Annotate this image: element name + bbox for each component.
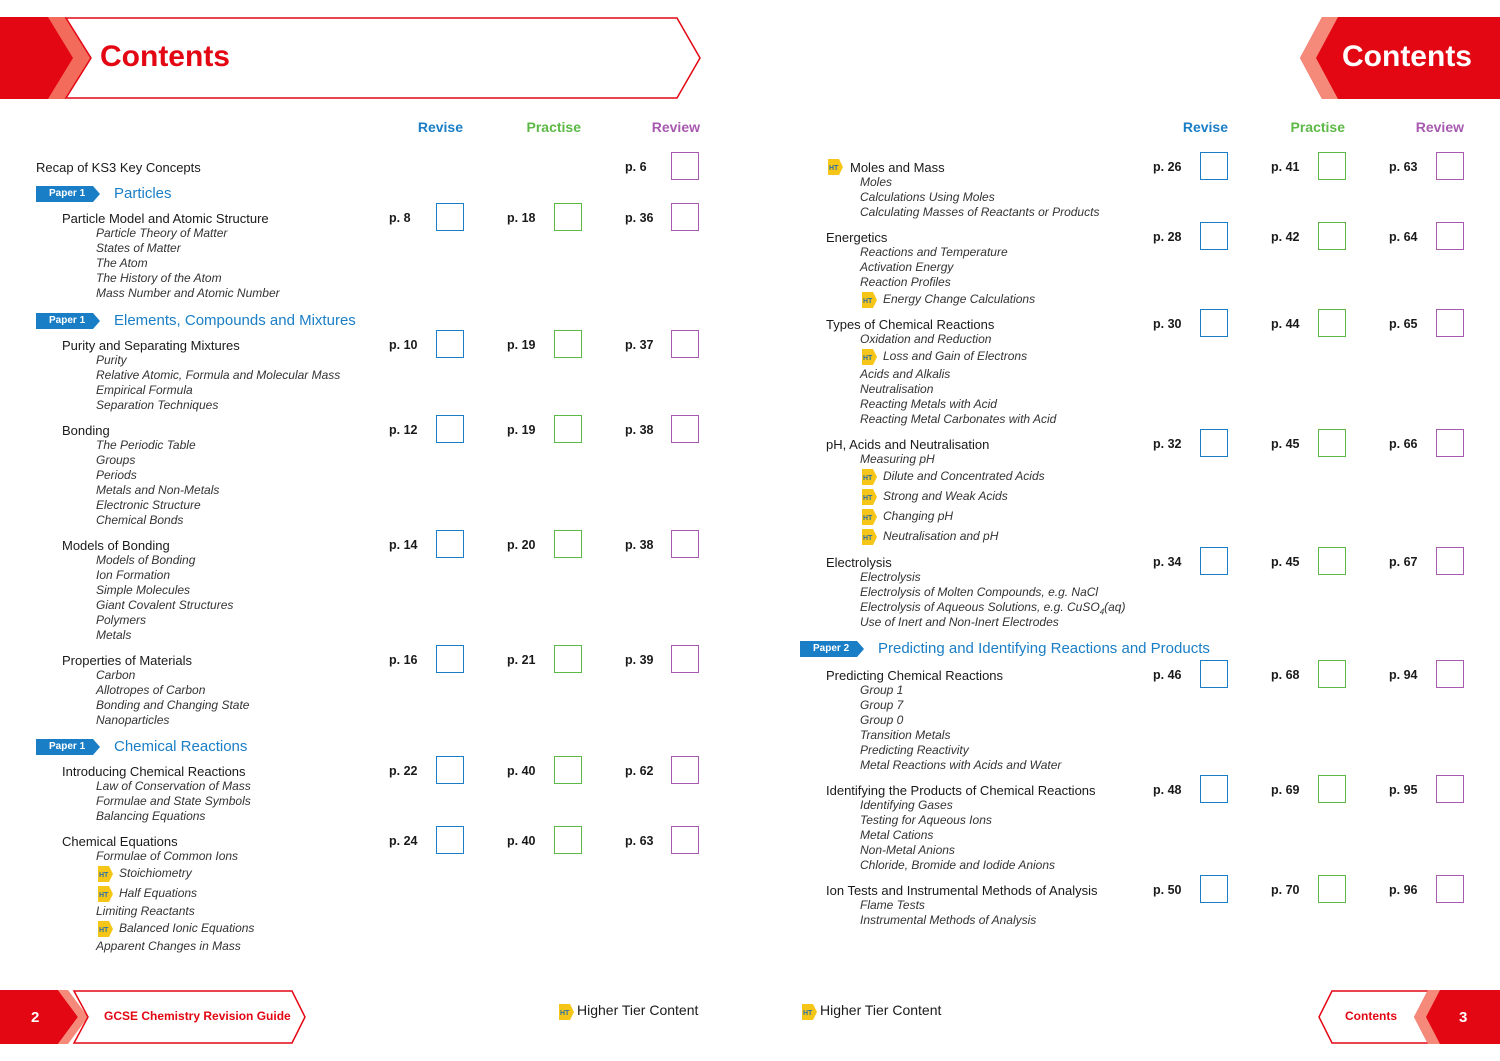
subtopic-text: Calculating Masses of Reactants or Products: [860, 205, 1100, 219]
subtopic: [96, 241, 181, 255]
subtopic-text: Allotropes of Carbon: [96, 683, 206, 697]
ht-badge-icon: [860, 508, 878, 526]
subtopic-text: Reacting Metals with Acid: [860, 397, 997, 411]
subtopic-text: Periods: [96, 468, 137, 482]
subtopic-text: Transition Metals: [860, 728, 951, 742]
practise-checkbox[interactable]: [554, 330, 582, 358]
subtopic: [860, 615, 1059, 629]
subtopic-text: Giant Covalent Structures: [96, 598, 234, 612]
subtopic: [96, 453, 135, 467]
review-page-ref: p. 62: [625, 764, 654, 778]
practise-checkbox[interactable]: [1318, 309, 1346, 337]
revise-page-ref: p. 32: [1153, 437, 1182, 451]
svg-text:HT: HT: [99, 872, 109, 879]
subtopic: [860, 858, 1055, 872]
review-checkbox[interactable]: [1436, 775, 1464, 803]
review-checkbox[interactable]: [671, 756, 699, 784]
subtopic: [96, 568, 170, 582]
review-page-ref: p. 95: [1389, 783, 1418, 797]
subtopic: [860, 382, 933, 396]
topic-title: Models of Bonding: [62, 538, 170, 553]
subtopic: [883, 469, 1045, 483]
topic-title: Introducing Chemical Reactions: [62, 764, 246, 779]
subtopic-text: Electrolysis of Molten Compounds, e.g. NaCl: [860, 585, 1099, 599]
subtopic-text: Limiting Reactants: [96, 904, 195, 918]
practise-checkbox[interactable]: [1318, 152, 1346, 180]
subtopic: [96, 904, 195, 918]
review-checkbox[interactable]: [1436, 547, 1464, 575]
revise-page-ref: p. 22: [389, 764, 418, 778]
subtopic: [860, 728, 950, 742]
practise-heading-left: Practise: [526, 119, 581, 135]
practise-page-ref: p. 19: [507, 423, 536, 437]
subtopic-text: Dilute and Concentrated Acids: [883, 469, 1045, 483]
subtopic-text: Predicting Reactivity: [860, 743, 969, 757]
subtopic: [860, 585, 1098, 599]
subtopic: [96, 849, 238, 863]
revise-checkbox[interactable]: [436, 330, 464, 358]
ht-legend-icon-right: [800, 1003, 818, 1021]
subtopic: [860, 332, 991, 346]
ht-badge-icon: [826, 158, 844, 176]
section-title-right-0: Predicting and Identifying Reactions and Products: [878, 640, 1210, 657]
revise-checkbox[interactable]: [1200, 547, 1228, 575]
subtopic-text: Electrolysis of Aqueous Solutions, e.g. CuSO: [860, 600, 1100, 614]
practise-page-ref: p. 45: [1271, 555, 1300, 569]
subtopic-text: Balancing Equations: [96, 809, 206, 823]
section-title-left-1: Elements, Compounds and Mixtures: [114, 312, 356, 329]
subtopic: [96, 438, 196, 452]
subtopic-text: The Atom: [96, 256, 148, 270]
ht-legend-left: Higher Tier Content: [577, 1002, 699, 1018]
subtopic: [96, 383, 193, 397]
subtopic-text: Group 7: [860, 698, 904, 712]
topic-title: Predicting Chemical Reactions: [826, 668, 1004, 683]
practise-page-ref: p. 70: [1271, 883, 1300, 897]
subtopic-text: Half Equations: [119, 886, 198, 900]
recap-topic: Recap of KS3 Key Concepts: [36, 160, 201, 175]
revise-checkbox[interactable]: [436, 530, 464, 558]
subtopic: [860, 828, 933, 842]
subtopic: [96, 779, 251, 793]
svg-text:HT: HT: [863, 515, 873, 522]
practise-checkbox[interactable]: [554, 645, 582, 673]
review-checkbox[interactable]: [671, 203, 699, 231]
subtopic: [96, 498, 201, 512]
practise-checkbox[interactable]: [1318, 547, 1346, 575]
revise-checkbox[interactable]: [1200, 775, 1228, 803]
subtopic: [96, 368, 340, 382]
subtopic: [96, 809, 205, 823]
subtopic-text: States of Matter: [96, 241, 181, 255]
subtopic-text: Reactions and Temperature: [860, 245, 1008, 259]
subtopic-text: Loss and Gain of Electrons: [883, 349, 1028, 363]
paper-label-left-0: Paper 1: [49, 188, 86, 199]
page-title-right: Contents: [1342, 40, 1472, 73]
practise-checkbox[interactable]: [554, 826, 582, 854]
subtopic: [96, 226, 227, 240]
revise-checkbox[interactable]: [1200, 875, 1228, 903]
practise-page-ref: p. 40: [507, 764, 536, 778]
subtopic-text: Nanoparticles: [96, 713, 170, 727]
subtopic: [96, 513, 183, 527]
subtopic-text: Mass Number and Atomic Number: [96, 286, 280, 300]
review-page-ref: p. 63: [625, 834, 654, 848]
subtopic: [860, 190, 995, 204]
ht-legend-right: Higher Tier Content: [820, 1002, 942, 1018]
subtopic-text: Acids and Alkalis: [860, 367, 951, 381]
revise-checkbox[interactable]: [436, 645, 464, 673]
subtopic-text: Separation Techniques: [96, 398, 219, 412]
subtopic: [860, 600, 1125, 616]
review-checkbox[interactable]: [1436, 309, 1464, 337]
subtopic: [860, 683, 903, 697]
revise-checkbox[interactable]: [1200, 152, 1228, 180]
revise-heading-left: Revise: [417, 119, 463, 135]
topic-title: Ion Tests and Instrumental Methods of Analysis: [826, 883, 1098, 898]
topic-title: Bonding: [62, 423, 110, 438]
subtopic: [96, 353, 127, 367]
subtopic-text: Strong and Weak Acids: [883, 489, 1008, 503]
revise-page-ref: p. 30: [1153, 317, 1182, 331]
review-page-ref: p. 37: [625, 338, 654, 352]
subtopic-text: Use of Inert and Non-Inert Electrodes: [860, 615, 1059, 629]
review-checkbox[interactable]: [671, 645, 699, 673]
practise-checkbox[interactable]: [1318, 222, 1346, 250]
review-page-ref: p. 39: [625, 653, 654, 667]
svg-text:HT: HT: [863, 355, 873, 362]
subtopic: [860, 898, 925, 912]
review-heading-right: Review: [1415, 119, 1464, 135]
subtopic-text: Carbon: [96, 668, 136, 682]
review-checkbox[interactable]: [1436, 222, 1464, 250]
ht-badge-icon: [860, 291, 878, 309]
subtopic: [860, 205, 1099, 219]
revise-page-ref: p. 46: [1153, 668, 1182, 682]
subtopic-text: Testing for Aqueous Ions: [860, 813, 992, 827]
subtopic-text: Non-Metal Anions: [860, 843, 955, 857]
paper-label-left-1: Paper 1: [49, 315, 86, 326]
subtopic: [96, 553, 195, 567]
revise-page-ref: p. 50: [1153, 883, 1182, 897]
subtopic: [860, 452, 935, 466]
subtopic-text: Oxidation and Reduction: [860, 332, 992, 346]
subtopic: [860, 698, 903, 712]
review-page-ref: p. 64: [1389, 230, 1418, 244]
revise-page-ref: p. 10: [389, 338, 418, 352]
subtopic: [860, 713, 903, 727]
ht-badge-icon: [860, 348, 878, 366]
practise-checkbox[interactable]: [554, 530, 582, 558]
subtopic: [883, 509, 953, 523]
ht-badge-icon: [860, 488, 878, 506]
svg-text:HT: HT: [99, 927, 109, 934]
revise-page-ref: p. 28: [1153, 230, 1182, 244]
subtopic-text: Identifying Gases: [860, 798, 953, 812]
subtopic: [119, 866, 192, 880]
subtopic: [96, 628, 131, 642]
revise-checkbox[interactable]: [436, 203, 464, 231]
revise-page-ref: p. 12: [389, 423, 418, 437]
subtopic: [883, 292, 1035, 306]
recap-review-page: p. 6: [625, 160, 647, 174]
subtopic: [860, 813, 992, 827]
subtopic-text: Changing pH: [883, 509, 954, 523]
subtopic-text: Metal Cations: [860, 828, 934, 842]
subtopic-text: Activation Energy: [860, 260, 954, 274]
review-checkbox[interactable]: [1436, 152, 1464, 180]
topic-title: Particle Model and Atomic Structure: [62, 211, 269, 226]
subtopic-text: Groups: [96, 453, 136, 467]
subtopic: [860, 570, 921, 584]
ht-badge-icon: [860, 528, 878, 546]
topic-title: Chemical Equations: [62, 834, 178, 849]
subtopic: [860, 275, 951, 289]
practise-page-ref: p. 68: [1271, 668, 1300, 682]
subtopic-text: Measuring pH: [860, 452, 935, 466]
topic-title: Purity and Separating Mixtures: [62, 338, 240, 353]
subtopic-text: Stoichiometry: [119, 866, 192, 880]
page-number-right: 3: [1459, 1009, 1468, 1026]
subtopic: [883, 489, 1008, 503]
revise-checkbox[interactable]: [436, 756, 464, 784]
section-title-left-2: Chemical Reactions: [114, 738, 248, 755]
subtopic: [860, 843, 955, 857]
subtopic: [860, 743, 969, 757]
review-page-ref: p. 65: [1389, 317, 1418, 331]
review-checkbox[interactable]: [671, 415, 699, 443]
subtopic-text: Formulae of Common Ions: [96, 849, 239, 863]
subtopic-text: Metal Reactions with Acids and Water: [860, 758, 1062, 772]
practise-page-ref: p. 18: [507, 211, 536, 225]
subtopic-text: Reaction Profiles: [860, 275, 951, 289]
topic-title: Types of Chemical Reactions: [826, 317, 995, 332]
revise-page-ref: p. 26: [1153, 160, 1182, 174]
subtopic-text: Polymers: [96, 613, 147, 627]
practise-page-ref: p. 44: [1271, 317, 1300, 331]
review-page-ref: p. 67: [1389, 555, 1418, 569]
svg-text:HT: HT: [863, 298, 873, 305]
subtopic: [860, 260, 953, 274]
subtopic-text: Moles: [860, 175, 893, 189]
subtopic-text: Bonding and Changing State: [96, 698, 250, 712]
subtopic: [860, 175, 892, 189]
subtopic-subscript: 4: [1099, 607, 1105, 617]
subtopic: [96, 713, 169, 727]
subtopic: [96, 583, 190, 597]
practise-checkbox[interactable]: [1318, 660, 1346, 688]
revise-checkbox[interactable]: [436, 826, 464, 854]
subtopic-text: Chloride, Bromide and Iodide Anions: [860, 858, 1056, 872]
subtopic-text: Energy Change Calculations: [883, 292, 1036, 306]
revise-checkbox[interactable]: [1200, 222, 1228, 250]
subtopic: [96, 698, 249, 712]
subtopic: [860, 798, 953, 812]
subtopic-text: Chemical Bonds: [96, 513, 184, 527]
subtopic: [883, 529, 998, 543]
subtopic-text: Purity: [96, 353, 127, 367]
subtopic-text: Relative Atomic, Formula and Molecular Mass: [96, 368, 341, 382]
subtopic: [883, 349, 1027, 363]
topic-title: Identifying the Products of Chemical Reactions: [826, 783, 1096, 798]
subtopic-text: Metals and Non-Metals: [96, 483, 220, 497]
subtopic-text: Ion Formation: [96, 568, 171, 582]
review-checkbox[interactable]: [1436, 429, 1464, 457]
subtopic: [119, 886, 197, 900]
revise-page-ref: p. 48: [1153, 783, 1182, 797]
subtopic-text: Formulae and State Symbols: [96, 794, 251, 808]
practise-page-ref: p. 40: [507, 834, 536, 848]
subtopic: [860, 758, 1061, 772]
topic-title: Moles and Mass: [850, 160, 945, 175]
practise-checkbox[interactable]: [554, 203, 582, 231]
subtopic: [96, 794, 251, 808]
practise-checkbox[interactable]: [554, 415, 582, 443]
practise-heading-right: Practise: [1290, 119, 1345, 135]
ht-legend-icon-left: [557, 1003, 575, 1021]
svg-text:HT: HT: [560, 1010, 570, 1017]
subtopic: [96, 613, 146, 627]
practise-page-ref: p. 21: [507, 653, 536, 667]
svg-text:HT: HT: [863, 535, 873, 542]
subtopic-text: Electronic Structure: [96, 498, 201, 512]
subtopic-text: The Periodic Table: [96, 438, 196, 452]
ht-badge-icon: [860, 468, 878, 486]
svg-text:HT: HT: [99, 892, 109, 899]
subtopic-text: Group 1: [860, 683, 904, 697]
revise-checkbox[interactable]: [1200, 660, 1228, 688]
ht-badge-icon: [96, 865, 114, 883]
practise-checkbox[interactable]: [1318, 775, 1346, 803]
review-page-ref: p. 38: [625, 538, 654, 552]
subtopic-tail: (aq): [1104, 600, 1126, 614]
review-page-ref: p. 94: [1389, 668, 1418, 682]
review-page-ref: p. 63: [1389, 160, 1418, 174]
review-page-ref: p. 96: [1389, 883, 1418, 897]
footer-section-right: Contents: [1345, 1009, 1397, 1023]
subtopic: [96, 683, 205, 697]
subtopic-text: The History of the Atom: [96, 271, 222, 285]
subtopic-text: Instrumental Methods of Analysis: [860, 913, 1037, 927]
review-checkbox[interactable]: [671, 330, 699, 358]
subtopic: [96, 939, 241, 953]
subtopic: [119, 921, 254, 935]
review-page-ref: p. 66: [1389, 437, 1418, 451]
ht-badge-icon: [96, 920, 114, 938]
page-title-left: Contents: [100, 40, 230, 73]
review-checkbox[interactable]: [671, 530, 699, 558]
revise-checkbox[interactable]: [1200, 309, 1228, 337]
topic-title: Electrolysis: [826, 555, 892, 570]
paper-label-right-0: Paper 2: [813, 643, 850, 654]
practise-page-ref: p. 20: [507, 538, 536, 552]
subtopic: [96, 271, 222, 285]
revise-checkbox[interactable]: [1200, 429, 1228, 457]
subtopic-text: Reacting Metal Carbonates with Acid: [860, 412, 1057, 426]
subtopic-text: Flame Tests: [860, 898, 925, 912]
subtopic: [96, 286, 280, 300]
practise-page-ref: p. 69: [1271, 783, 1300, 797]
topic-title: Properties of Materials: [62, 653, 193, 668]
subtopic: [860, 412, 1056, 426]
review-page-ref: p. 36: [625, 211, 654, 225]
ht-badge-icon: [96, 885, 114, 903]
book-title: GCSE Chemistry Revision Guide: [104, 1009, 291, 1023]
topic-title: pH, Acids and Neutralisation: [826, 437, 990, 452]
subtopic-text: Electrolysis: [860, 570, 921, 584]
review-checkbox[interactable]: [1436, 660, 1464, 688]
revise-page-ref: p. 16: [389, 653, 418, 667]
section-title-left-0: Particles: [114, 185, 172, 202]
practise-page-ref: p. 19: [507, 338, 536, 352]
subtopic: [96, 398, 218, 412]
recap-review-checkbox[interactable]: [671, 152, 699, 180]
svg-text:HT: HT: [829, 165, 839, 172]
subtopic-text: Group 0: [860, 713, 904, 727]
practise-checkbox[interactable]: [554, 756, 582, 784]
review-page-ref: p. 38: [625, 423, 654, 437]
subtopic-text: Particle Theory of Matter: [96, 226, 228, 240]
subtopic-text: Metals: [96, 628, 132, 642]
svg-text:HT: HT: [863, 475, 873, 482]
paper-label-left-2: Paper 1: [49, 741, 86, 752]
subtopic: [96, 256, 148, 270]
subtopic: [860, 397, 997, 411]
review-heading-left: Review: [651, 119, 700, 135]
practise-checkbox[interactable]: [1318, 875, 1346, 903]
revise-page-ref: p. 8: [389, 211, 411, 225]
practise-page-ref: p. 41: [1271, 160, 1300, 174]
subtopic: [860, 245, 1008, 259]
practise-page-ref: p. 45: [1271, 437, 1300, 451]
subtopic: [96, 668, 135, 682]
revise-page-ref: p. 14: [389, 538, 418, 552]
subtopic: [860, 367, 950, 381]
subtopic-text: Neutralisation: [860, 382, 934, 396]
subtopic-text: Calculations Using Moles: [860, 190, 995, 204]
practise-page-ref: p. 42: [1271, 230, 1300, 244]
subtopic-text: Empirical Formula: [96, 383, 193, 397]
subtopic: [96, 483, 219, 497]
subtopic-text: Apparent Changes in Mass: [96, 939, 241, 953]
subtopic: [96, 598, 233, 612]
revise-checkbox[interactable]: [436, 415, 464, 443]
topic-title: Energetics: [826, 230, 888, 245]
subtopic-text: Balanced Ionic Equations: [119, 921, 255, 935]
svg-text:HT: HT: [803, 1010, 813, 1017]
subtopic-text: Neutralisation and pH: [883, 529, 999, 543]
svg-text:HT: HT: [863, 495, 873, 502]
page-number-left: 2: [31, 1009, 40, 1026]
review-checkbox[interactable]: [1436, 875, 1464, 903]
subtopic-text: Simple Molecules: [96, 583, 191, 597]
subtopic: [96, 468, 137, 482]
subtopic: [860, 913, 1036, 927]
revise-page-ref: p. 34: [1153, 555, 1182, 569]
practise-checkbox[interactable]: [1318, 429, 1346, 457]
subtopic-text: Law of Conservation of Mass: [96, 779, 251, 793]
revise-heading-right: Revise: [1182, 119, 1228, 135]
subtopic-text: Models of Bonding: [96, 553, 196, 567]
revise-page-ref: p. 24: [389, 834, 418, 848]
review-checkbox[interactable]: [671, 826, 699, 854]
